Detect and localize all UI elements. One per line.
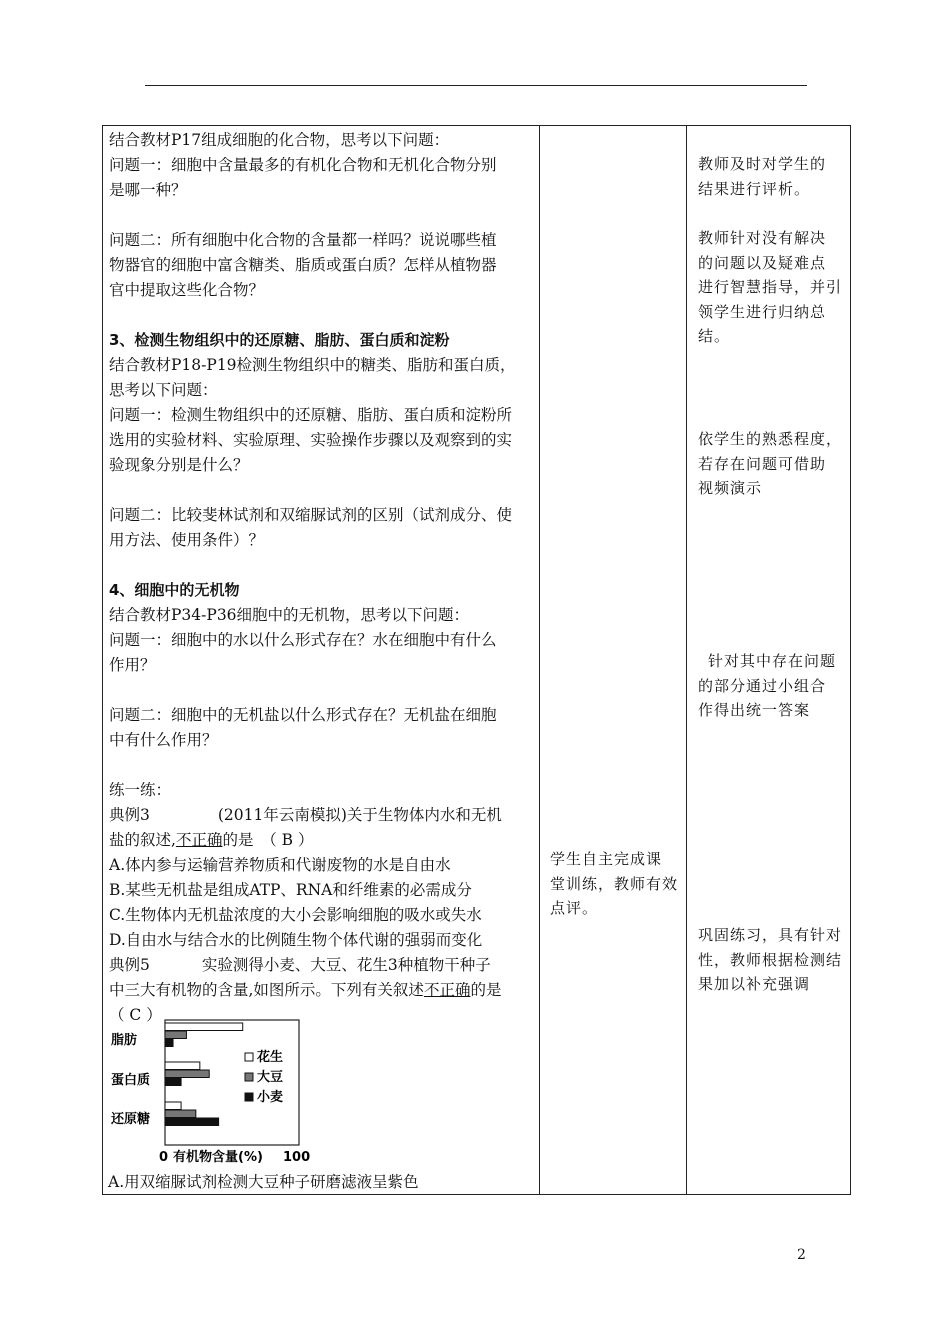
x-tick-0: 0 [159, 1150, 169, 1164]
category-label-sugar: 还原糖 [111, 1112, 151, 1127]
practice-note: 学生自主完成课 堂训练，教师有效 点评。 [550, 850, 679, 917]
bar-0-0 [165, 1023, 243, 1031]
question-text: 作用？ [109, 656, 156, 674]
teacher-note-5: 巩固练习，具有针对 性，教师根据检测结 果加以补充强调 [698, 926, 843, 993]
organic-content-chart [107, 1014, 397, 1164]
example-5-option-a: A.用双缩脲试剂检测大豆种子研磨滤液呈紫色 [108, 1173, 419, 1191]
teacher-note-4: 针对其中存在问题 的部分通过小组合 作得出统一答案 [698, 652, 837, 719]
category-label-fat: 脂肪 [111, 1033, 138, 1048]
example-3-stem: 盐的叙述,不正确的是 （ B ） [109, 831, 314, 849]
practice-label: 练一练： [109, 781, 172, 799]
section-3-title: 3、检测生物组织中的还原糖、脂肪、蛋白质和淀粉 [109, 331, 450, 349]
bar-1-0 [165, 1062, 200, 1070]
teacher-note-2: 教师针对没有解决 的问题以及疑难点 进行智慧指导，并引 领学生进行归纳总 结。 [698, 229, 843, 345]
example-3-header: 典例3 (2011年云南模拟)关于生物体内水和无机 [109, 806, 502, 824]
x-axis-label: 有机物含量(%) [173, 1150, 263, 1164]
question-text: 问题二：比较斐林试剂和双缩脲试剂的区别（试剂成分、使 [109, 506, 513, 524]
section-4-title: 4、细胞中的无机物 [109, 581, 240, 599]
example-5-header: 典例5 实验测得小麦、大豆、花生3种植物干种子 [109, 956, 491, 974]
example-5-answer: （ C ） [109, 1006, 162, 1024]
header-rule [145, 85, 807, 86]
question-text: 验现象分别是什么？ [109, 456, 249, 474]
question-text: 问题一：细胞中含量最多的有机化合物和无机化合物分别 [109, 156, 497, 174]
page-number: 2 [797, 1247, 806, 1263]
column-divider-1 [539, 126, 540, 1194]
column-divider-2 [686, 126, 687, 1194]
question-text: 问题一：细胞中的水以什么形式存在？水在细胞中有什么 [109, 631, 497, 649]
question-text: 选用的实验材料、实验原理、实验操作步骤以及观察到的实 [109, 431, 513, 449]
content-column [109, 128, 539, 1028]
question-text: 问题二：细胞中的无机盐以什么形式存在？无机盐在细胞 [109, 706, 497, 724]
question-text: 用方法、使用条件）？ [109, 531, 265, 549]
x-tick-100: 100 [283, 1150, 311, 1164]
question-text: 问题一：检测生物组织中的还原糖、脂肪、蛋白质和淀粉所 [109, 406, 513, 424]
legend-swatch-peanut [245, 1053, 253, 1061]
bar-2-2 [165, 1118, 219, 1126]
option-d: D.自由水与结合水的比例随生物个体代谢的强弱而变化 [109, 931, 483, 949]
legend-swatch-soybean [245, 1073, 253, 1081]
intro-line: 结合教材P17组成细胞的化合物，思考以下问题： [109, 131, 450, 149]
bar-0-2 [165, 1039, 173, 1047]
legend-swatch-wheat [245, 1093, 253, 1101]
legend-label-wheat: 小麦 [257, 1090, 284, 1105]
bar-0-1 [165, 1031, 186, 1039]
example-5-stem: 中三大有机物的含量,如图所示。下列有关叙述不正确的是 [109, 981, 502, 999]
question-text: 物器官的细胞中富含糖类、脂质或蛋白质？怎样从植物器 [109, 256, 497, 274]
lesson-table [102, 125, 851, 1195]
question-text: 问题二：所有细胞中化合物的含量都一样吗？说说哪些植 [109, 231, 497, 249]
bar-2-1 [165, 1110, 196, 1118]
intro-line: 思考以下问题： [109, 381, 218, 399]
teacher-note-1: 教师及时对学生的 结果进行评析。 [698, 155, 827, 198]
intro-line: 结合教材P18-P19检测生物组织中的糖类、脂肪和蛋白质， [109, 356, 516, 374]
legend-label-peanut: 花生 [257, 1050, 284, 1065]
option-c: C.生物体内无机盐浓度的大小会影响细胞的吸水或失水 [109, 906, 482, 924]
question-text: 是哪一种？ [109, 181, 187, 199]
teacher-note-3: 依学生的熟悉程度， 若存在问题可借助 视频演示 [698, 430, 843, 497]
question-text: 官中提取这些化合物？ [109, 281, 265, 299]
option-a: A.体内参与运输营养物质和代谢废物的水是自由水 [109, 856, 451, 874]
legend-label-soybean: 大豆 [257, 1070, 284, 1085]
category-label-protein: 蛋白质 [111, 1073, 151, 1088]
bar-1-1 [165, 1070, 209, 1078]
bar-1-2 [165, 1078, 181, 1086]
option-b: B.某些无机盐是组成ATP、RNA和纤维素的必需成分 [109, 881, 472, 899]
bar-2-0 [165, 1102, 181, 1110]
question-text: 中有什么作用？ [109, 731, 218, 749]
intro-line: 结合教材P34-P36细胞中的无机物，思考以下问题： [109, 606, 470, 624]
